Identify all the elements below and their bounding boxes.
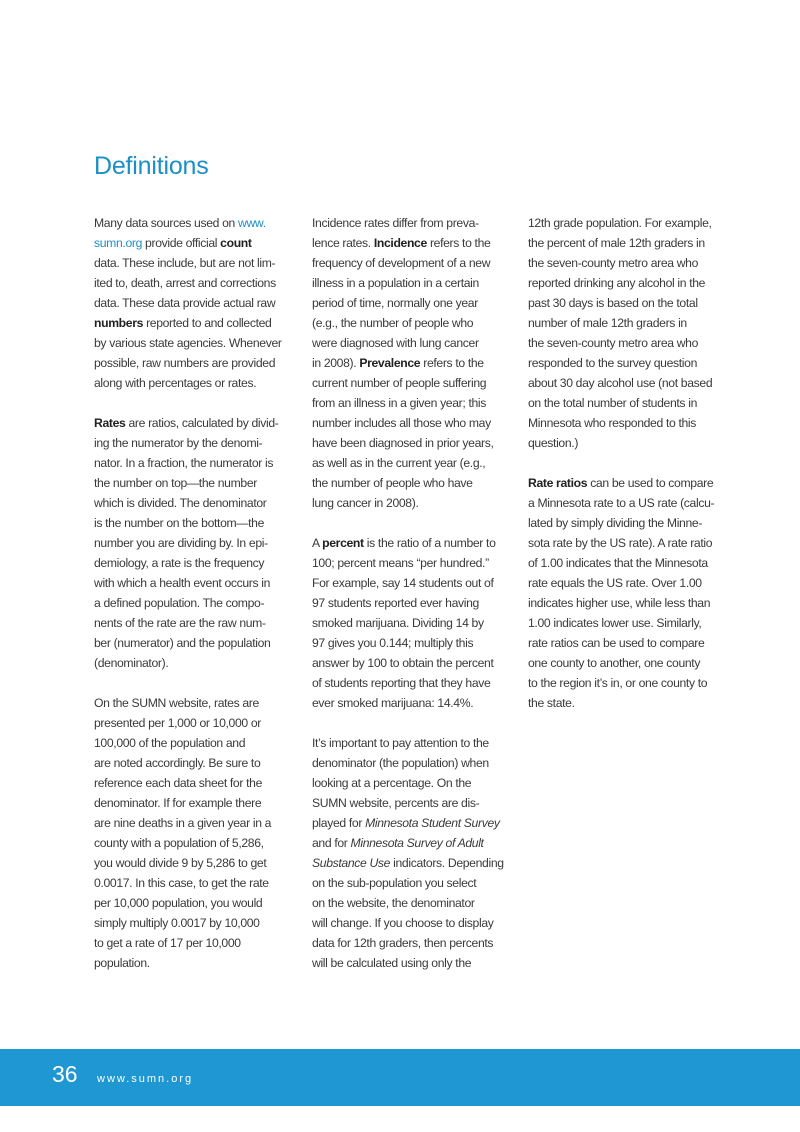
paragraph-rate-ratios: Rate ratios can be used to compare a Minnesota rate to a US rate (calcu- lated by simply dividing the Minne- sota rate by the US rate). A rate ratio of 1.00 indicates that the Minnesota rate equals the US rate. Over 1.00 indicates higher use, while less than 1.00 indicates lower use. Similarly, rate ratios can be used to compare one county to another, one county to the region it’s in, or one county to the state. <box>528 476 715 710</box>
paragraph-rates: Rates are ratios, calculated by divid- ing the numerator by the denomi- nator. In a fraction, the numerator is the number on top—the number which is divided. The denominator is the number on the bottom—the number you are dividing by. In epi- demiology, a rate is the frequency with which a health event occurs in a defined population. The compo- nents of the rate are the raw num- ber (numerator) and the population (denominator). <box>94 416 279 670</box>
column-1 <box>94 213 294 993</box>
paragraph-sumn-website-rates: On the SUMN website, rates are presented per 1,000 or 10,000 or 100,000 of the population and are noted accordingly. Be sure to reference each data sheet for the denominator. If for example there are nine deaths in a given year in a county with a population of 5,286, you would divide 9 by 5,286 to get 0.0017. In this case, to get the rate per 10,000 population, you would simply multiply 0.0017 by 10,000 to get a rate of 17 per 10,000 population. <box>94 696 272 970</box>
survey-name-mss: Minnesota Student Survey <box>365 816 500 830</box>
term-rate-ratios: Rate ratios <box>528 476 588 490</box>
page-number: 36 <box>52 1061 78 1087</box>
survey-name-adult: Minnesota Survey of Adult <box>350 836 484 850</box>
paragraph-12th-grade: 12th grade population. For example, the percent of male 12th graders in the seven-county metro area who reported drinking any alcohol in the past 30 days is based on the total number of male 12th graders in the seven-county metro area who responded to the survey question about 30 day alcohol use (not based on the total number of students in Minnesota who responded to this question.) <box>528 216 713 450</box>
paragraph-incidence-prevalence: Incidence rates differ from preva- lence rates. Incidence refers to the frequency of development of a new illness in a population in a certain period of time, normally one year (e.g., the number of people who were diagnosed with lung cancer in 2008). Prevalence refers to the current number of people suffering from an illness in a given year; this number includes all those who may have been diagnosed in prior years, as well as in the current year (e.g., the number of people who have lung cancer in 2008). <box>312 216 494 510</box>
footer-url-link[interactable]: www.sumn.org <box>97 1073 194 1085</box>
paragraph-denominator: It’s important to pay attention to the denominator (the population) when looking at a percentage. On the SUMN website, percents are dis- played for Minnesota Student Survey and for Minnesota Survey of Adult Substance Use indicators. Depending on the sub-population you select on the website, the denominator will change. If you choose to display data for 12th graders, then percents will be calculated using only the <box>312 736 504 970</box>
term-prevalence: Prevalence <box>359 356 421 370</box>
sumn-link[interactable]: www. <box>238 216 266 230</box>
column-3 <box>528 213 732 733</box>
term-percent: percent <box>322 536 364 550</box>
term-incidence: Incidence <box>373 236 427 250</box>
term-numbers: numbers <box>94 316 144 330</box>
page-title: Definitions <box>94 152 209 180</box>
survey-name-adult-cont: Substance Use <box>312 856 391 870</box>
paragraph-percent: A percent is the ratio of a number to 100; percent means “per hundred.” For example, say 14 students out of 97 students reported ever having smoked marijuana. Dividing 14 by 97 gives you 0.144; multiply this answer by 100 to obtain the percent of students reporting that they have ever smoked marijuana: 14.4%. <box>312 536 496 710</box>
term-rates: Rates <box>94 416 126 430</box>
term-count: count <box>220 236 252 250</box>
footer-bar <box>0 1049 800 1106</box>
paragraph-data-sources: Many data sources used on www. sumn.org provide official count data. These include, but are not lim- ited to, death, arrest and corrections data. These data provide actual raw numbers reported to and collected by various state agencies. Whenever possible, raw numbers are provided along with percentages or rates. <box>94 216 282 390</box>
sumn-link-cont[interactable]: sumn.org <box>94 236 143 250</box>
column-2 <box>312 213 516 993</box>
